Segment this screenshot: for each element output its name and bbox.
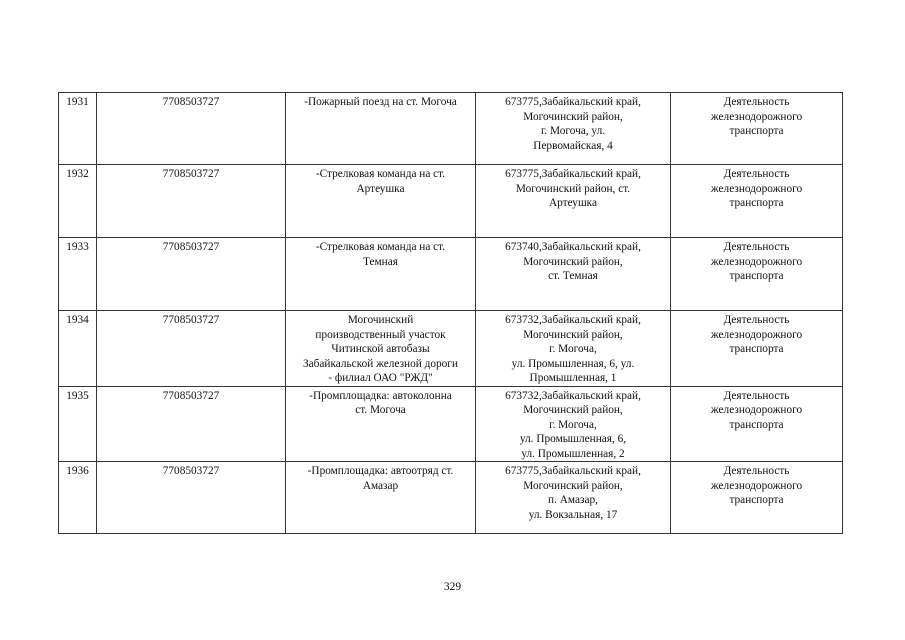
address-cell xyxy=(476,93,671,165)
facility-name-cell-line: - филиал ОАО "РЖД" xyxy=(328,372,433,384)
activity-cell-line: железнодорожного xyxy=(710,479,803,492)
address-cell-line: 673732,Забайкальский край, xyxy=(505,389,641,402)
row-number-cell: 1936 xyxy=(59,462,97,534)
address-cell-line: 673775,Забайкальский край, xyxy=(505,465,641,477)
activity-cell-line: железнодорожного xyxy=(710,182,803,195)
activity-cell-line: Деятельность xyxy=(723,96,790,108)
activity-cell-line: Деятельность xyxy=(723,314,790,326)
activity-cell-line: железнодорожного xyxy=(710,404,803,416)
facility-name-cell-line: Могочинский xyxy=(347,314,414,326)
address-cell-line: Могочинский район, xyxy=(523,328,623,341)
address-cell-line: ул. Промышленная, 6, xyxy=(519,433,627,445)
address-cell xyxy=(476,386,671,462)
facility-name-cell-line: -Промплощадка: автоколонна xyxy=(309,389,452,402)
address-cell-line: г. Могоча, ул. xyxy=(540,125,606,137)
facility-name-cell-line: -Пожарный поезд на ст. Могоча xyxy=(304,96,457,108)
address-cell-line: Могочинский район, ст. xyxy=(515,182,631,195)
inn-cell: 7708503727 xyxy=(97,165,286,238)
facility-name-cell xyxy=(286,93,476,165)
address-cell-line: ст. Темная xyxy=(548,270,598,282)
address-cell-line: 673732,Забайкальский край, xyxy=(505,314,641,326)
activity-cell-line: железнодорожного xyxy=(710,328,803,341)
activity-cell-line: транспорта xyxy=(729,494,784,506)
address-cell-line: Могочинский район, xyxy=(523,404,623,416)
row-number-cell: 1931 xyxy=(59,93,97,165)
address-cell-line: ул. Промышленная, 6, ул. xyxy=(511,357,635,370)
address-cell-line: ул. Промышленная, 2 xyxy=(521,447,625,460)
address-cell-line: Могочинский район, xyxy=(523,255,623,268)
facility-name-cell-line: Артеушка xyxy=(356,182,405,195)
facility-name-cell xyxy=(286,386,476,462)
registry-table xyxy=(58,92,843,534)
facility-name-cell xyxy=(286,165,476,238)
activity-cell-line: транспорта xyxy=(729,343,784,355)
facility-name-cell-line: -Промплощадка: автоотряд ст. xyxy=(307,465,454,477)
table-row xyxy=(59,462,843,534)
facility-name-cell-line: Темная xyxy=(363,255,398,268)
facility-name-cell xyxy=(286,238,476,311)
address-cell-line: 673775,Забайкальский край, xyxy=(505,96,641,108)
row-number-cell: 1933 xyxy=(59,238,97,311)
activity-cell xyxy=(671,311,843,387)
activity-cell-line: Деятельность xyxy=(723,389,790,402)
address-cell xyxy=(476,462,671,534)
activity-cell-line: транспорта xyxy=(729,125,784,137)
inn-cell: 7708503727 xyxy=(97,238,286,311)
table-row xyxy=(59,238,843,311)
address-cell-line: Артеушка xyxy=(548,197,597,209)
activity-cell-line: Деятельность xyxy=(723,168,790,180)
table-row xyxy=(59,311,843,387)
facility-name-cell-line: Читинской автобазы xyxy=(331,343,430,355)
row-number-cell: 1932 xyxy=(59,165,97,238)
inn-cell: 7708503727 xyxy=(97,311,286,387)
activity-cell-line: железнодорожного xyxy=(710,110,803,123)
facility-name-cell-line: -Стрелковая команда на ст. xyxy=(315,168,446,180)
table-row xyxy=(59,93,843,165)
registry-table-body xyxy=(59,93,843,534)
address-cell xyxy=(476,165,671,238)
activity-cell-line: транспорта xyxy=(729,197,784,209)
activity-cell xyxy=(671,386,843,462)
activity-cell xyxy=(671,462,843,534)
activity-cell-line: транспорта xyxy=(729,418,784,431)
activity-cell-line: Деятельность xyxy=(723,465,790,477)
table-row xyxy=(59,165,843,238)
inn-cell: 7708503727 xyxy=(97,386,286,462)
row-number-cell: 1935 xyxy=(59,386,97,462)
address-cell-line: Могочинский район, xyxy=(523,110,623,123)
address-cell-line: Промышленная, 1 xyxy=(529,372,617,384)
facility-name-cell-line: -Стрелковая команда на ст. xyxy=(315,241,446,253)
activity-cell-line: транспорта xyxy=(729,270,784,282)
address-cell xyxy=(476,311,671,387)
activity-cell-line: железнодорожного xyxy=(710,255,803,268)
address-cell xyxy=(476,238,671,311)
address-cell-line: 673775,Забайкальский край, xyxy=(505,168,641,180)
inn-cell: 7708503727 xyxy=(97,93,286,165)
address-cell-line: г. Могоча, xyxy=(549,418,597,431)
facility-name-cell-line: ст. Могоча xyxy=(355,404,406,416)
activity-cell xyxy=(671,165,843,238)
activity-cell xyxy=(671,238,843,311)
address-cell-line: 673740,Забайкальский край, xyxy=(505,241,641,253)
activity-cell-line: Деятельность xyxy=(723,241,790,253)
address-cell-line: Первомайская, 4 xyxy=(533,139,613,152)
address-cell-line: п. Амазар, xyxy=(548,494,598,506)
page-number: 329 xyxy=(443,581,462,593)
address-cell-line: Могочинский район, xyxy=(523,479,623,492)
facility-name-cell xyxy=(286,311,476,387)
inn-cell: 7708503727 xyxy=(97,462,286,534)
facility-name-cell xyxy=(286,462,476,534)
address-cell-line: г. Могоча, xyxy=(549,343,597,355)
activity-cell xyxy=(671,93,843,165)
address-cell-line: ул. Вокзальная, 17 xyxy=(528,508,618,521)
row-number-cell: 1934 xyxy=(59,311,97,387)
facility-name-cell-line: Забайкальской железной дороги xyxy=(302,357,458,370)
table-row xyxy=(59,386,843,462)
facility-name-cell-line: Амазар xyxy=(362,479,399,492)
facility-name-cell-line: производственный участок xyxy=(315,328,446,341)
